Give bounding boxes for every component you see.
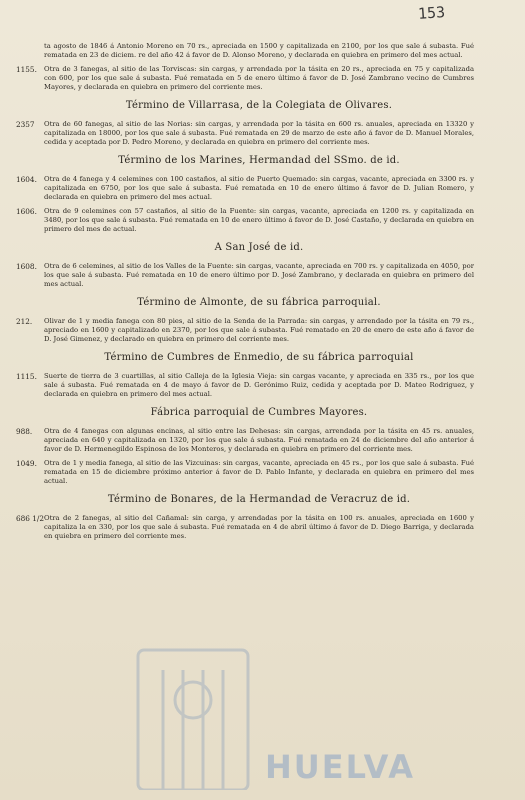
lot-entry bbox=[16, 427, 474, 454]
section-heading: Término de Bonares, de la Hermandad de Veracruz de id. bbox=[107, 494, 411, 505]
lot-description: Olivar de 1 y media fanega con 80 pies, al sitio de la Senda de la Parrada: sin cargas, y arrendado por la tásita en 79 rs., apreciado en 1600 y capitalizado en 2370, por los que sale á subasta. Fué rematado en 20 de enero de este año á favor de D. José Gimenez, y declarado en quiebra en primero del corriente mes. bbox=[44, 317, 474, 343]
lot-description: ta agosto de 1846 á Antonio Moreno en 70 rs., apreciada en 1500 y capitalizada en 2100, por los que sale á subasta. Fué rematada en 23 de diciem. re del año 42 á favor de D. Alonso Moreno, y declarada en quiebra en primero del mes actual. bbox=[44, 42, 474, 59]
lot-description: Otra de 4 fanegas con algunas encinas, al sitio entre las Dehesas: sin cargas, arrendada por la tásita en 45 rs. anuales, apreciada en 640 y capitalizada en 1320, por los que sale á subasta. Fué rematada en 24 de diciembre del año anterior á favor de D. Hermenegildo Espinosa de los Monteros, y declarada en quiebra en primero del corriente mes. bbox=[44, 427, 474, 453]
lot-entry bbox=[16, 317, 474, 344]
lot-number: 686 1/2 bbox=[16, 514, 44, 523]
lot-description: Otra de 6 celemines, al sitio de los Valles de la Fuente: sin cargas, vacante, apreciada en 700 rs. y capitalizada en 4050, por los que sale á subasta. Fué rematada en 10 de enero último por D. José Zambrano, y declarada en quiebra en primero del mes actual. bbox=[44, 262, 474, 288]
lot-entry bbox=[44, 42, 474, 60]
lot-entry bbox=[16, 65, 474, 92]
lot-number: 1115. bbox=[16, 372, 37, 381]
lot-description: Otra de 9 celemines con 57 castaños, al sitio de la Fuente: sin cargas, vacante, apreciada en 1200 rs. y capitalizada en 3480, por los que sale á subasta. Fué rematada en 10 de enero último á favor de D. José Castaño, y declarada en quiebra en primero del mes de actual. bbox=[44, 207, 474, 233]
lot-number: 1155. bbox=[16, 65, 37, 74]
lot-entry bbox=[16, 514, 474, 541]
document-body bbox=[16, 42, 474, 546]
lot-entry bbox=[16, 175, 474, 202]
section-heading: A San José de id. bbox=[214, 242, 304, 253]
section-heading: Término de los Marines, Hermandad del SSmo. de id. bbox=[118, 155, 400, 166]
lot-entry bbox=[16, 459, 474, 486]
lot-description: Otra de 3 fanegas, al sitio de las Torviscas: sin cargas, y arrendada por la tásita en 20 rs., apreciada en 75 y capitalizada con 600, por los que sale á subasta. Fué rematada en 5 de enero último á favor de D. José Zambrano vecino de Cumbres Mayores, y declarada en quiebra en primero del corriente mes. bbox=[44, 65, 474, 91]
section-heading: Fábrica parroquial de Cumbres Mayores. bbox=[150, 407, 368, 418]
page-number: 153 bbox=[417, 3, 446, 23]
lot-description: Otra de 2 fanegas, al sitio del Cañamal: sin carga, y arrendadas por la tásita en 100 rs. anuales, apreciada en 1600 y capitaliza la en 330, por los que sale á subasta. Fué rematada en 4 de abril último á favor de D. Diego Barriga, y declarada en quiebra en primero del corriente mes. bbox=[44, 514, 474, 540]
watermark-text: HUELVA bbox=[265, 748, 415, 786]
lot-number: 1608. bbox=[16, 262, 37, 271]
lot-entry bbox=[16, 262, 474, 289]
lot-entry bbox=[16, 207, 474, 234]
lot-number: 212. bbox=[16, 317, 33, 326]
lot-description: Otra de 1 y media fanega, al sitio de las Vizcuinas: sin cargas, vacante, apreciada en 45 rs., por los que sale á subasta. Fué rematada en 15 de diciembre próximo anterior á favor de D. Pablo Infante, y declarada en quiebra en primero del mes actual. bbox=[44, 459, 474, 485]
section-heading: Término de Villarrasa, de la Colegiata de Olivares. bbox=[125, 100, 393, 111]
section-heading: Término de Almonte, de su fábrica parroquial. bbox=[137, 297, 381, 308]
lot-entry bbox=[16, 120, 474, 147]
lot-description: Otra de 4 fanega y 4 celemines con 100 castaños, al sitio de Puerto Quemado: sin cargas, vacante, apreciada en 3300 rs. y capitalizada en 6750, por los que sale á subasta. Fué rematada en 10 de enero último á favor de D. Julian Romero, y declarada en quiebra en primero del mes actual. bbox=[44, 175, 474, 201]
lot-number: 988. bbox=[16, 427, 33, 436]
lot-entry bbox=[16, 372, 474, 399]
lot-number: 2357 bbox=[16, 120, 35, 129]
lot-description: Suerte de tierra de 3 cuartillas, al sitio Calleja de la Iglesia Vieja: sin cargas vacante, y apreciada en 335 rs., por los que sale á subasta. Fué rematada en 4 de mayo á favor de D. Gerónimo Ruiz, cedida y aceptada por D. Mateo Rodriguez, y declarada en quiebra en primero del mes actual. bbox=[44, 372, 474, 398]
lot-number: 1049. bbox=[16, 459, 37, 468]
watermark-stamp bbox=[118, 640, 518, 790]
lot-number: 1606. bbox=[16, 207, 37, 216]
section-heading: Término de Cumbres de Enmedio, de su fábrica parroquial bbox=[104, 352, 414, 363]
lot-number: 1604. bbox=[16, 175, 37, 184]
lot-description: Otra de 60 fanegas, al sitio de las Norias: sin cargas, y arrendada por la tásita en 600 rs. anuales, apreciada en 13320 y capitalizada en 18000, por los que sale á subasta. Fué rematada en 29 de marzo de este año á favor de D. Manuel Morales, cedida y aceptada por D. Pedro Moreno, y declarada en quiebra en primero del corriente mes. bbox=[44, 120, 474, 146]
